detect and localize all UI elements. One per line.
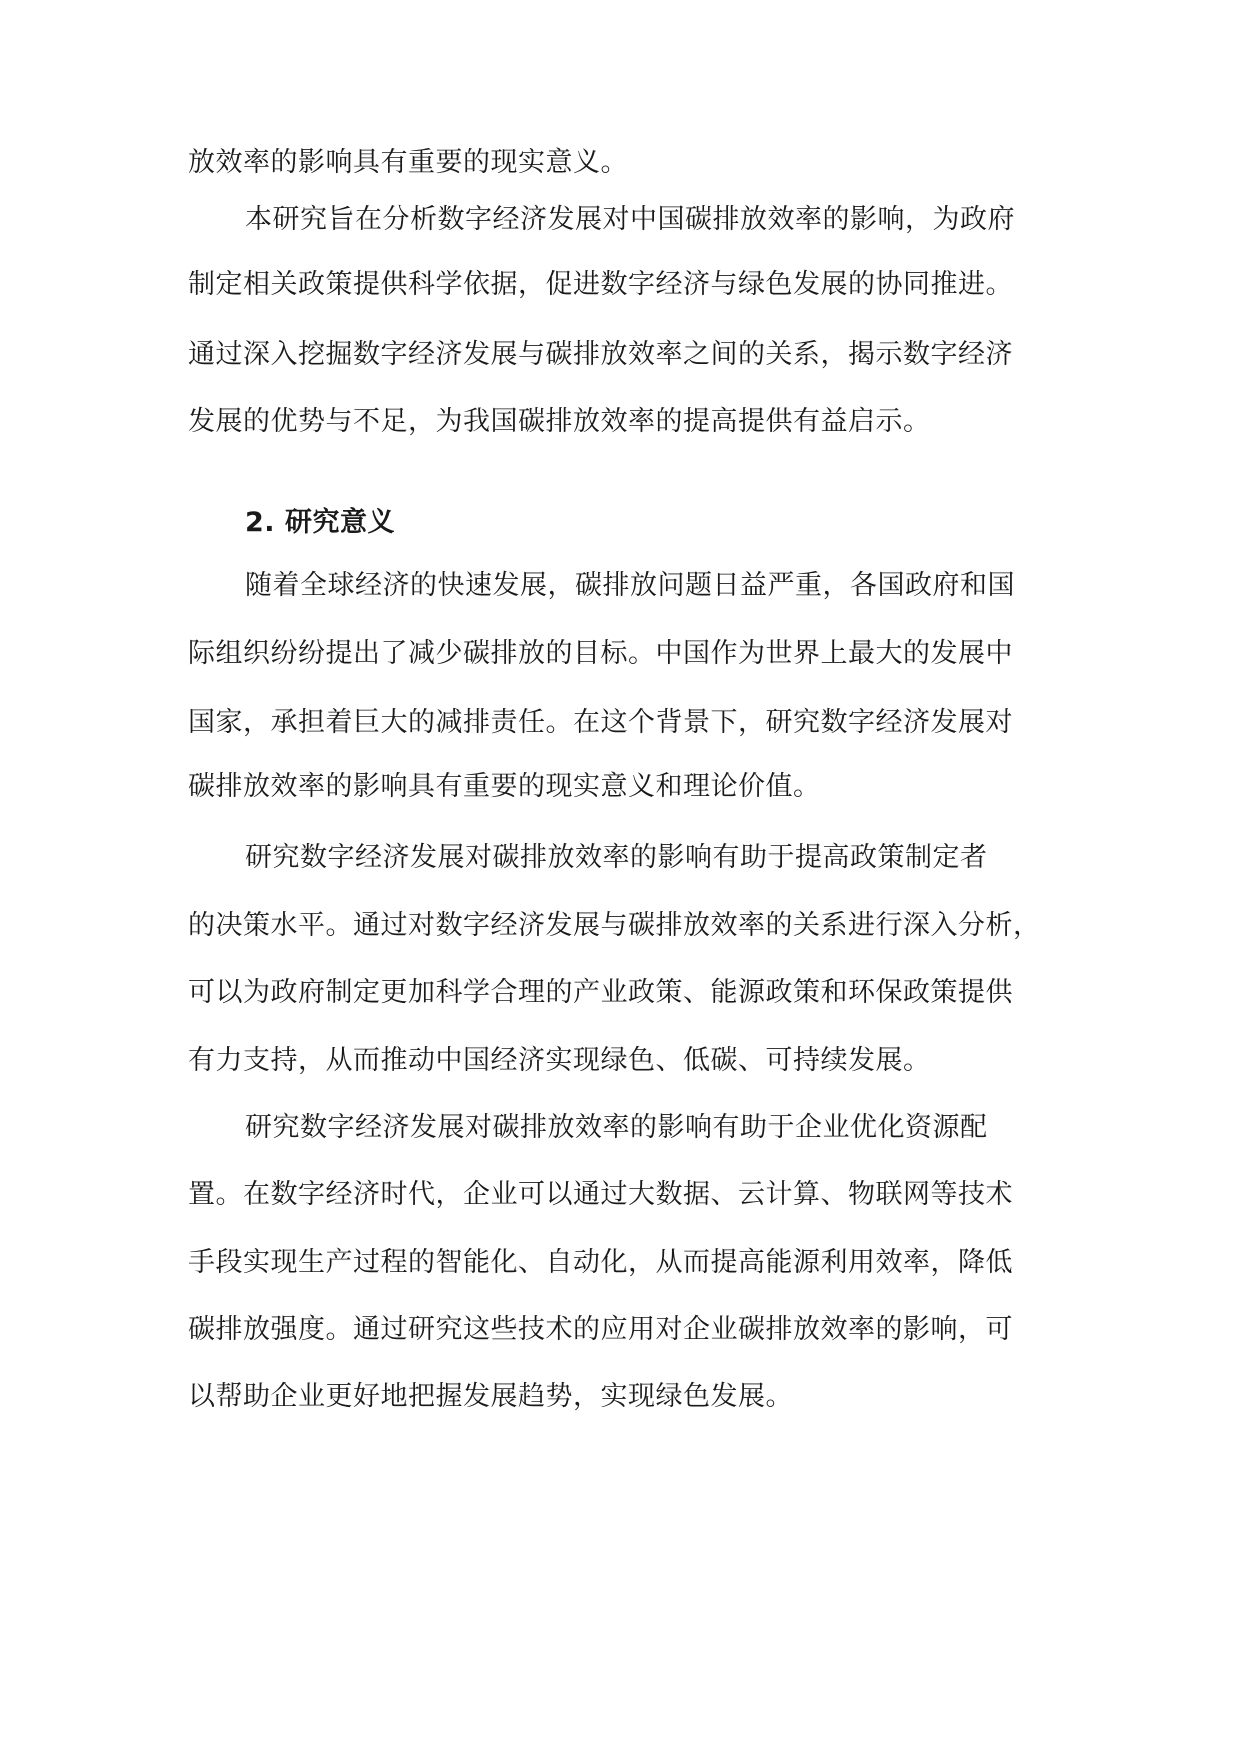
paragraph-3-line-1: 随着全球经济的快速发展，碳排放问题日益严重，各国政府和国 xyxy=(245,570,1015,601)
paragraph-3-line-2: 际组织纷纷提出了减少碳排放的目标。中国作为世界上最大的发展中 xyxy=(188,638,1013,669)
paragraph-5-line-1: 研究数字经济发展对碳排放效率的影响有助于企业优化资源配 xyxy=(245,1112,988,1143)
paragraph-2-line-3: 通过深入挖掘数字经济发展与碳排放效率之间的关系，揭示数字经济 xyxy=(188,339,1013,370)
paragraph-3-line-4: 碳排放效率的影响具有重要的现实意义和理论价值。 xyxy=(188,771,821,802)
paragraph-2-line-2: 制定相关政策提供科学依据，促进数字经济与绿色发展的协同推进。 xyxy=(188,269,1013,300)
paragraph-3-line-3: 国家，承担着巨大的减排责任。在这个背景下，研究数字经济发展对 xyxy=(188,707,1013,738)
paragraph-4-line-4: 有力支持，从而推动中国经济实现绿色、低碳、可持续发展。 xyxy=(188,1045,931,1076)
paragraph-4-line-3: 可以为政府制定更加科学合理的产业政策、能源政策和环保政策提供 xyxy=(188,977,1013,1008)
paragraph-5-line-3: 手段实现生产过程的智能化、自动化，从而提高能源利用效率，降低 xyxy=(188,1247,1013,1278)
paragraph-1-line-1: 放效率的影响具有重要的现实意义。 xyxy=(188,147,628,178)
paragraph-5-line-2: 置。在数字经济时代，企业可以通过大数据、云计算、物联网等技术 xyxy=(188,1179,1013,1210)
paragraph-4-line-1: 研究数字经济发展对碳排放效率的影响有助于提高政策制定者 xyxy=(245,842,988,873)
paragraph-2-line-4: 发展的优势与不足，为我国碳排放效率的提高提供有益启示。 xyxy=(188,406,931,437)
paragraph-5-line-5: 以帮助企业更好地把握发展趋势，实现绿色发展。 xyxy=(188,1381,793,1412)
paragraph-5-line-4: 碳排放强度。通过研究这些技术的应用对企业碳排放效率的影响，可 xyxy=(188,1314,1013,1345)
paragraph-4-line-2: 的决策水平。通过对数字经济发展与碳排放效率的关系进行深入分析， xyxy=(188,910,1041,941)
paragraph-2-line-1: 本研究旨在分析数字经济发展对中国碳排放效率的影响，为政府 xyxy=(245,204,1015,235)
section-heading: 2. 研究意义 xyxy=(245,507,395,538)
